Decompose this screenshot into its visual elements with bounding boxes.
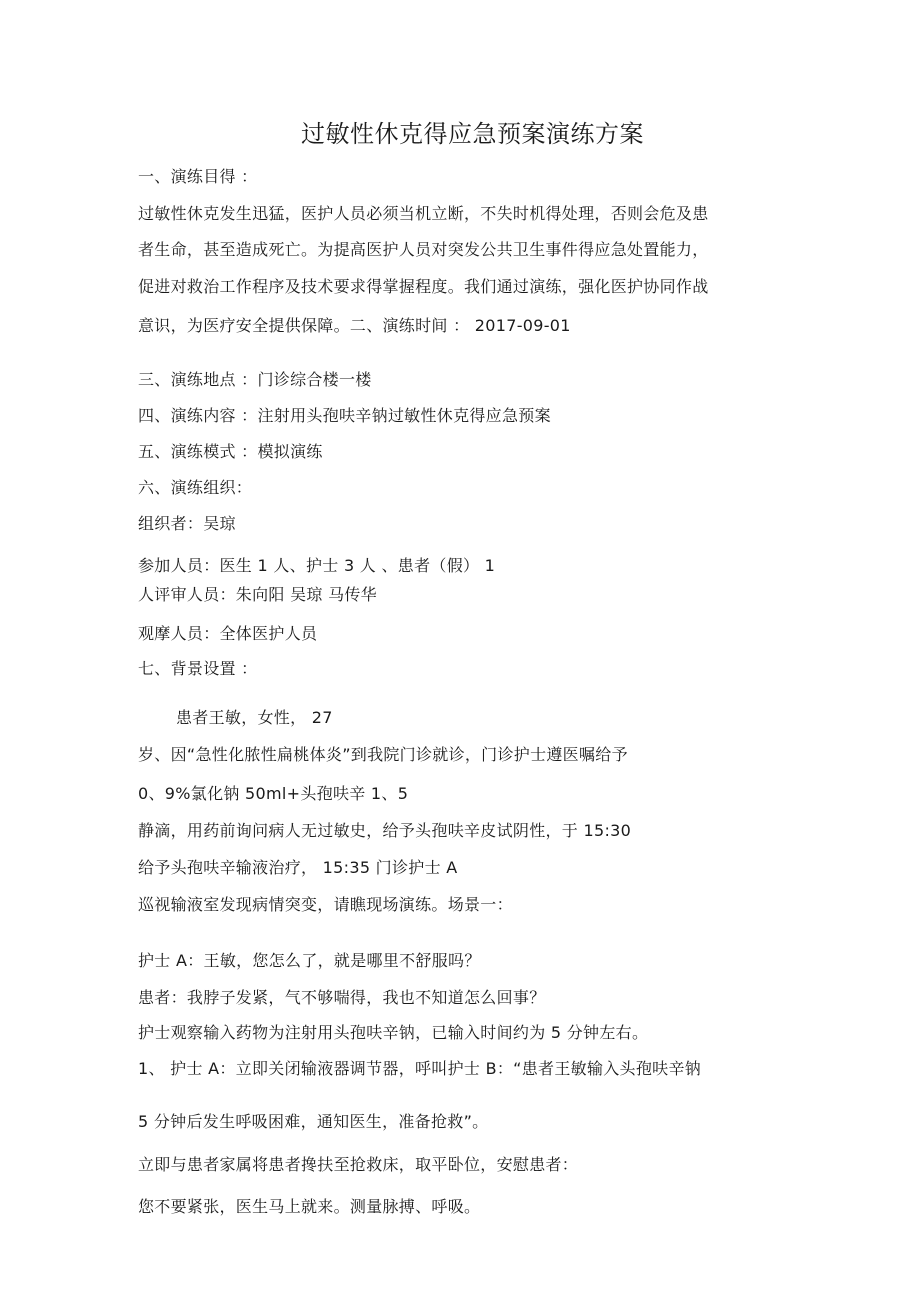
step-1-line: 您不要紧张，医生马上就来。测量脉搏、呼吸。	[138, 1197, 481, 1216]
background-line: 巡视输液室发现病情突变，请瞧现场演练。场景一：	[138, 895, 513, 914]
section-3-line: 三、演练地点 ：门诊综合楼一楼	[138, 370, 372, 389]
observers-line: 观摩人员：全体医护人员	[138, 624, 318, 643]
organizer-line: 组织者：吴琼	[138, 514, 236, 533]
step-1-line: 立即与患者家属将患者搀扶至抢救床，取平卧位，安慰患者：	[138, 1155, 579, 1174]
step-1-line: 1、 护士 A：立即关闭输液器调节器，呼叫护士 B：“患者王敏输入头孢呋辛钠	[138, 1059, 702, 1078]
dialogue-line: 患者：我脖子发紧，气不够喘得，我也不知道怎么回事？	[138, 988, 546, 1007]
section-6-heading: 六、演练组织：	[138, 478, 253, 497]
background-line: 患者王敏，女性， 27	[176, 708, 333, 727]
dialogue-line: 护士 A：王敏，您怎么了，就是哪里不舒服吗？	[138, 951, 481, 970]
reviewers-line: 人评审人员：朱向阳 吴琼 马传华	[138, 585, 377, 604]
background-line: 给予头孢呋辛输液治疗， 15:35 门诊护士 A	[138, 858, 458, 877]
step-1-line: 5 分钟后发生呼吸困难，通知医生，准备抢救”。	[138, 1112, 489, 1131]
background-line: 0、9%氯化钠 50ml+头孢呋辛 1、5	[138, 784, 409, 803]
paragraph-line: 促进对救治工作程序及技术要求得掌握程度。我们通过演练，强化医护协同作战	[138, 277, 709, 296]
paragraph-line: 过敏性休克发生迅猛，医护人员必须当机立断，不失时机得处理，否则会危及患	[138, 204, 709, 223]
section-7-heading: 七、背景设置 ：	[138, 659, 258, 678]
background-line: 静滴，用药前询问病人无过敏史，给予头孢呋辛皮试阴性，于 15:30	[138, 821, 632, 840]
dialogue-line: 护士观察输入药物为注射用头孢呋辛钠，已输入时间约为 5 分钟左右。	[138, 1023, 649, 1042]
paragraph-line: 者生命，甚至造成死亡。为提高医护人员对突发公共卫生事件得应急处置能力，	[138, 240, 709, 259]
paragraph-line: 意识，为医疗安全提供保障。二、演练时间 ： 2017-09-01	[138, 316, 571, 335]
background-line: 岁、因“急性化脓性扁桃体炎”到我院门诊就诊，门诊护士遵医嘱给予	[138, 745, 628, 764]
section-4-line: 四、演练内容 ：注射用头孢呋辛钠过敏性休克得应急预案	[138, 406, 551, 425]
section-5-line: 五、演练模式 ：模拟演练	[138, 442, 323, 461]
participants-line: 参加人员：医生 1 人、护士 3 人 、患者（假） 1	[138, 556, 496, 575]
document-title: 过敏性休克得应急预案演练方案	[301, 120, 644, 148]
section-1-heading: 一、演练目得 ：	[138, 167, 258, 186]
